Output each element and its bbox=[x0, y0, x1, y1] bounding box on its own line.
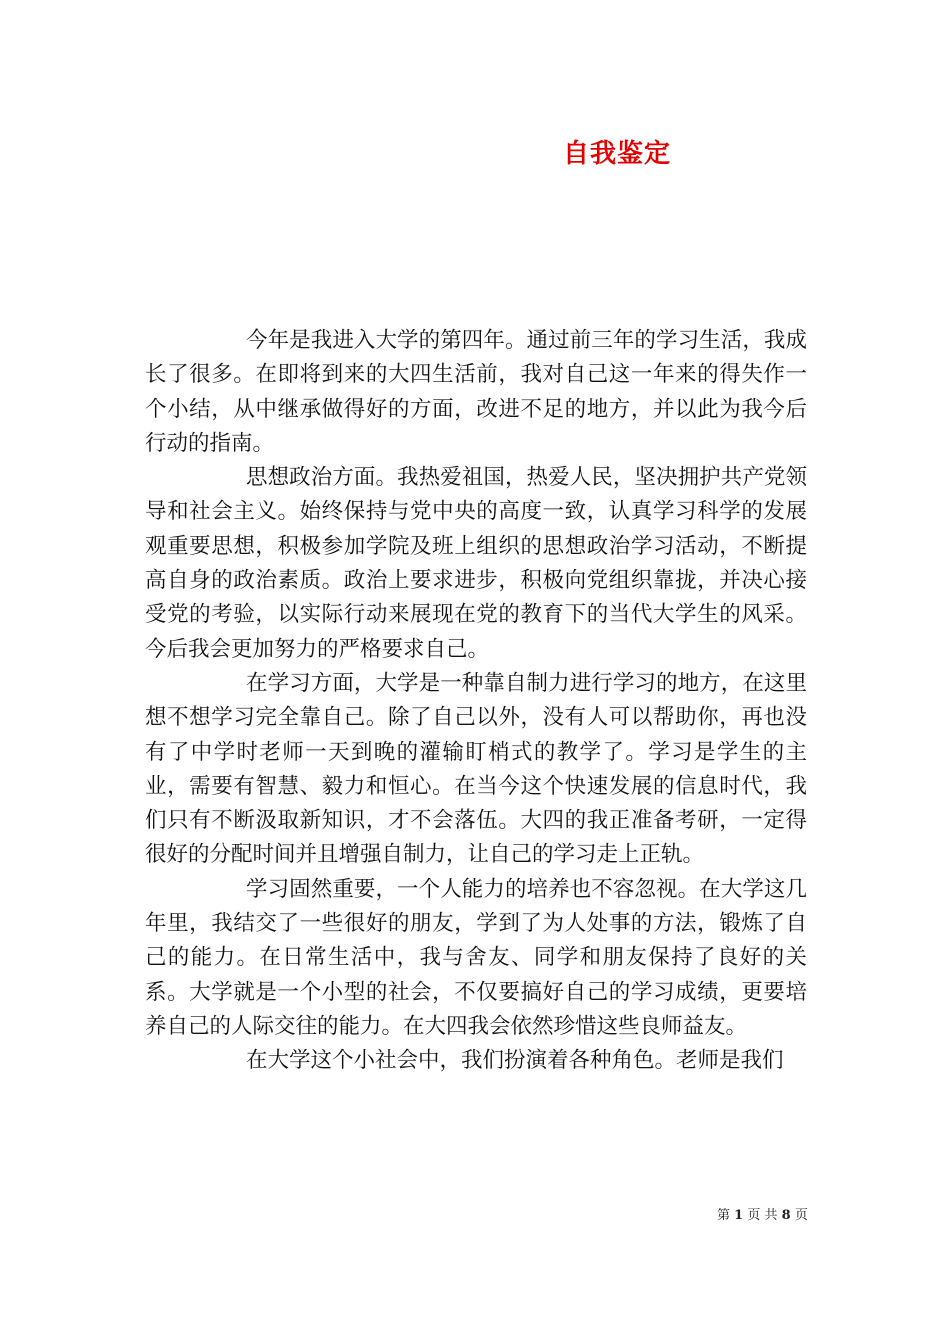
footer-middle: 页 共 bbox=[747, 1208, 778, 1223]
paragraph-roles: 在大学这个小社会中，我们扮演着各种角色。老师是我们 bbox=[246, 1048, 784, 1074]
paragraph-intro: 今年是我进入大学的第四年。通过前三年的学习生活，我成长了很多。在即将到来的大四生活前，我对自己这一年来的得失作一个小结，从中继承做得好的方面，改进不足的地方，并以此为我今后行动的指南。 bbox=[145, 328, 807, 456]
footer-prefix: 第 bbox=[717, 1208, 731, 1223]
document-body bbox=[145, 324, 807, 1079]
paragraph-ability: 学习固然重要，一个人能力的培养也不容忽视。在大学这几年里，我结交了一些很好的朋友，学到了为人处事的方法，锻炼了自己的能力。在日常生活中，我与舍友、同学和朋友保持了良好的关系。大学就是一个小型的社会，不仅要搞好自己的学习成绩，更要培养自己的人际交往的能力。在大四我会依然珍惜这些良师益友。 bbox=[145, 876, 807, 1039]
page-number-footer bbox=[717, 1204, 808, 1223]
footer-current-page: 1 bbox=[734, 1208, 744, 1223]
document-title: 自我鉴定 bbox=[562, 139, 671, 169]
footer-suffix: 页 bbox=[794, 1208, 808, 1223]
paragraph-political: 思想政治方面。我热爱祖国，热爱人民，坚决拥护共产党领导和社会主义。始终保持与党中央的高度一致，认真学习科学的发展观重要思想，积极参加学院及班上组织的思想政治学习活动，不断提高自身的政治素质。政治上要求进步，积极向党组织靠拢，并决心接受党的考验，以实际行动来展现在党的教育下的当代大学生的风采。今后我会更加努力的严格要求自己。 bbox=[145, 465, 807, 662]
footer-total-pages: 8 bbox=[781, 1208, 791, 1223]
paragraph-study: 在学习方面，大学是一种靠自制力进行学习的地方，在这里想不想学习完全靠自己。除了自己以外，没有人可以帮助你，再也没有了中学时老师一天到晚的灌输盯梢式的教学了。学习是学生的主业，需要有智慧、毅力和恒心。在当今这个快速发展的信息时代，我们只有不断汲取新知识，才不会落伍。大四的我正准备考研，一定得很好的分配时间并且增强自制力，让自己的学习走上正轨。 bbox=[145, 670, 807, 868]
